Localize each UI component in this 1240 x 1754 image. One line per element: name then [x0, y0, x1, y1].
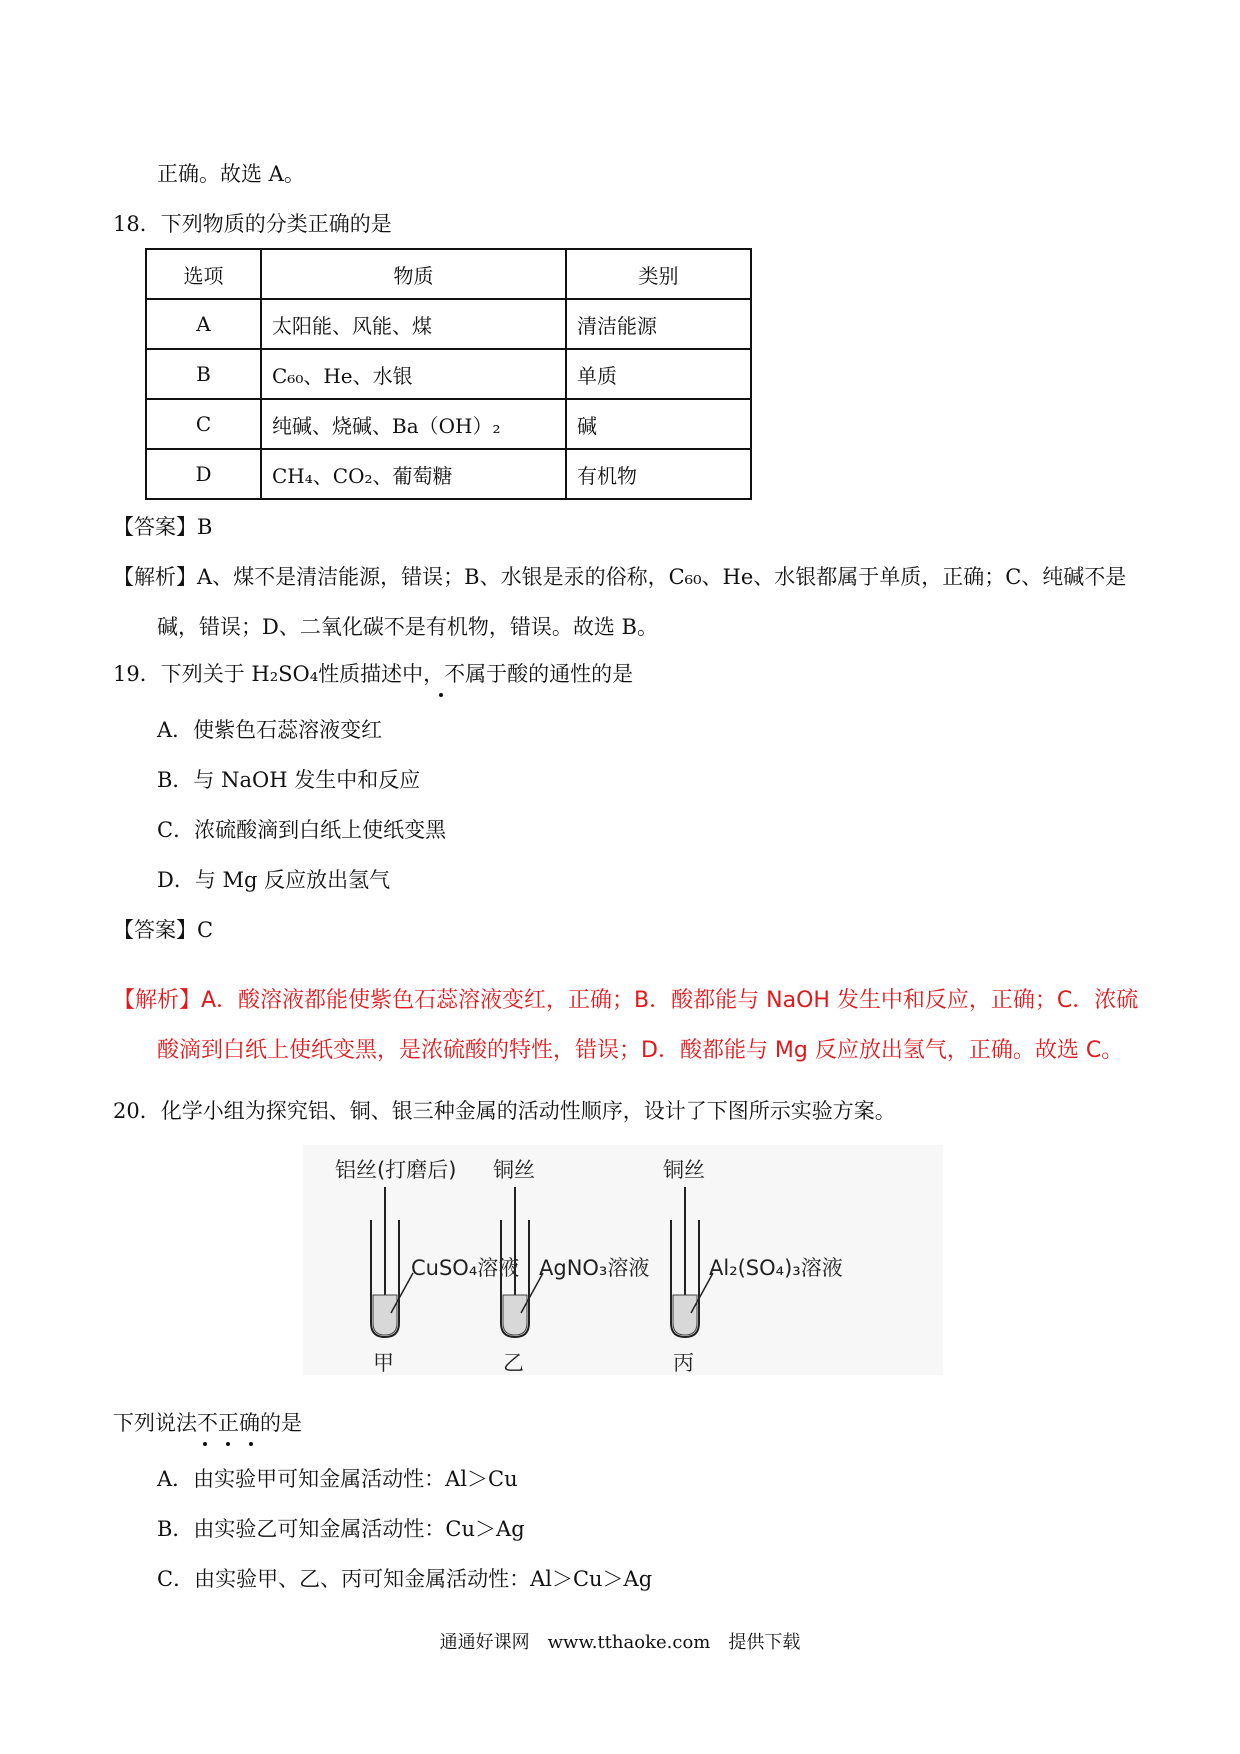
row-category: 清洁能源	[566, 299, 751, 349]
wire-label-bing: 铜丝	[663, 1158, 705, 1182]
row-substances: 太阳能、风能、煤	[261, 299, 566, 349]
q19-option-c: C．浓硫酸滴到白纸上使纸变黑	[157, 818, 447, 842]
page-footer: 通通好课网 www.tthaoke.com 提供下载	[439, 1632, 801, 1653]
q18-question: 18．下列物质的分类正确的是	[113, 212, 392, 236]
table-header-row	[146, 249, 751, 299]
row-option: B	[146, 349, 261, 399]
q18-analysis-line1: 【解析】A、煤不是清洁能源，错误；B、水银是汞的俗称，C₆₀、He、水银都属于单质，正确；C、纯碱不是	[113, 565, 1127, 589]
q20-option-a: A．由实验甲可知金属活动性：Al＞Cu	[157, 1467, 518, 1491]
row-option: A	[146, 299, 261, 349]
tube-label-bing: 丙	[673, 1351, 694, 1375]
row-option: C	[146, 399, 261, 449]
test-tubes-diagram	[303, 1145, 943, 1375]
q19-option-b: B．与 NaOH 发生中和反应	[157, 768, 421, 792]
row-category: 碱	[566, 399, 751, 449]
table-row	[146, 349, 751, 399]
q19-analysis-line2: 酸滴到白纸上使纸变黑，是浓硫酸的特性，错误；D．酸都能与 Mg 反应放出氢气，正确。故选 C。	[157, 1038, 1124, 1063]
emphasis-dot	[439, 693, 443, 697]
table-row	[146, 399, 751, 449]
q18-analysis-line2: 碱，错误；D、二氧化碳不是有机物，错误。故选 B。	[157, 615, 658, 639]
solution-level	[373, 1295, 397, 1335]
emphasis-dot	[249, 1442, 253, 1446]
solution-label-bing: Al₂(SO₄)₃溶液	[709, 1256, 843, 1280]
header-category: 类别	[566, 249, 751, 299]
wire-label-jia: 铝丝(打磨后)	[335, 1158, 457, 1182]
row-category: 有机物	[566, 449, 751, 499]
experiment-figure	[303, 1145, 943, 1375]
q18-table	[145, 248, 752, 500]
table-row	[146, 299, 751, 349]
q19-question: 19．下列关于 H₂SO₄性质描述中，不属于酸的通性的是	[113, 662, 634, 686]
q19-analysis-line1: 【解析】A．酸溶液都能使紫色石蕊溶液变红，正确；B．酸都能与 NaOH 发生中和反应，正确；C．浓硫	[113, 988, 1139, 1013]
row-option: D	[146, 449, 261, 499]
header-substance: 物质	[261, 249, 566, 299]
pointer-line	[391, 1273, 413, 1313]
q18-answer: 【答案】B	[113, 515, 213, 539]
q20-option-b: B．由实验乙可知金属活动性：Cu＞Ag	[157, 1517, 525, 1541]
table-row	[146, 449, 751, 499]
q20-prompt: 下列说法不正确的是	[113, 1411, 302, 1435]
q19-option-a: A．使紫色石蕊溶液变红	[157, 718, 383, 742]
solution-label-yi: AgNO₃溶液	[539, 1256, 650, 1280]
previous-continuation: 正确。故选 A。	[157, 162, 305, 186]
row-substances: C₆₀、He、水银	[261, 349, 566, 399]
row-substances: 纯碱、烧碱、Ba（OH）₂	[261, 399, 566, 449]
q19-answer: 【答案】C	[113, 918, 214, 942]
header-option: 选项	[146, 249, 261, 299]
q19-option-d: D．与 Mg 反应放出氢气	[157, 868, 391, 892]
emphasis-dot	[203, 1442, 207, 1446]
q20-question: 20．化学小组为探究铝、铜、银三种金属的活动性顺序，设计了下图所示实验方案。	[113, 1099, 896, 1123]
solution-label-jia: CuSO₄溶液	[411, 1256, 520, 1280]
row-substances: CH₄、CO₂、葡萄糖	[261, 449, 566, 499]
solution-level	[673, 1295, 697, 1335]
solution-level	[503, 1295, 527, 1335]
tube-label-jia: 甲	[373, 1351, 394, 1375]
row-category: 单质	[566, 349, 751, 399]
tube-label-yi: 乙	[503, 1351, 524, 1375]
q20-option-c: C．由实验甲、乙、丙可知金属活动性：Al＞Cu＞Ag	[157, 1567, 653, 1591]
wire-label-yi: 铜丝	[493, 1158, 535, 1182]
emphasis-dot	[226, 1442, 230, 1446]
